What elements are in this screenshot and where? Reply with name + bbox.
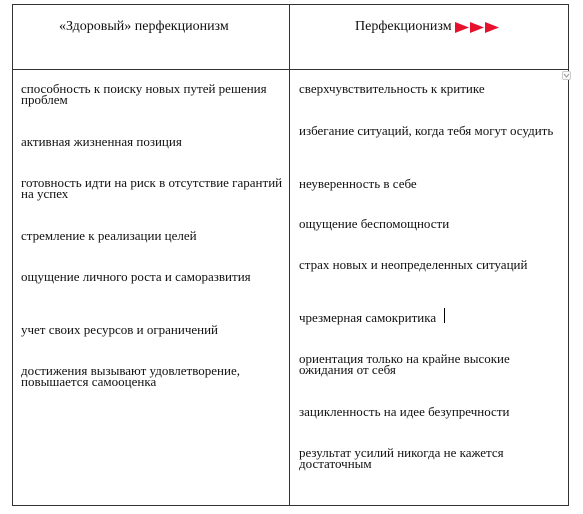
header-perfectionism-label: Перфекционизм — [355, 19, 452, 34]
list-item[interactable]: ощущение личного роста и саморазвития — [21, 269, 251, 284]
scroll-down-arrow[interactable] — [562, 71, 571, 80]
header-perfectionism — [355, 19, 499, 35]
list-item[interactable]: готовность идти на риск в отсутствие гарантий на успех — [21, 175, 283, 201]
list-item[interactable]: активная жизненная позиция — [21, 134, 182, 149]
chevron-down-icon — [563, 72, 570, 79]
text-cursor — [444, 308, 445, 323]
list-item[interactable]: неуверенность в себе — [299, 176, 417, 191]
comparison-table — [12, 4, 569, 506]
red-triangle-flag-icon — [485, 22, 499, 33]
list-item[interactable]: зацикленность на идее безупречности — [299, 404, 510, 419]
list-item[interactable]: сверхчувствительность к критике — [299, 81, 485, 96]
list-item[interactable]: избегание ситуаций, когда тебя могут осудить — [299, 123, 554, 138]
list-item[interactable]: способность к поиску новых путей решения проблем — [21, 81, 267, 107]
column-divider — [289, 5, 290, 505]
header-healthy-perfectionism: «Здоровый» перфекционизм — [59, 19, 229, 34]
list-item[interactable]: ориентация только на крайне высокие ожидания от себя — [299, 351, 510, 377]
list-item[interactable]: учет своих ресурсов и ограничений — [21, 322, 219, 337]
list-item[interactable]: достижения вызывают удовлетворение, повышается самооценка — [21, 363, 240, 389]
red-triangle-flag-icon — [470, 22, 484, 33]
list-item[interactable]: чрезмерная самокритика — [299, 310, 437, 325]
list-item[interactable]: страх новых и неопределенных ситуаций — [299, 257, 528, 272]
list-item[interactable]: результат усилий никогда не кажется достаточным — [299, 445, 504, 471]
header-divider — [13, 69, 568, 70]
list-item[interactable]: ощущение беспомощности — [299, 216, 450, 231]
list-item[interactable]: стремление к реализации целей — [21, 228, 197, 243]
red-triangle-flag-icon — [455, 22, 469, 33]
flag-group — [455, 22, 499, 33]
